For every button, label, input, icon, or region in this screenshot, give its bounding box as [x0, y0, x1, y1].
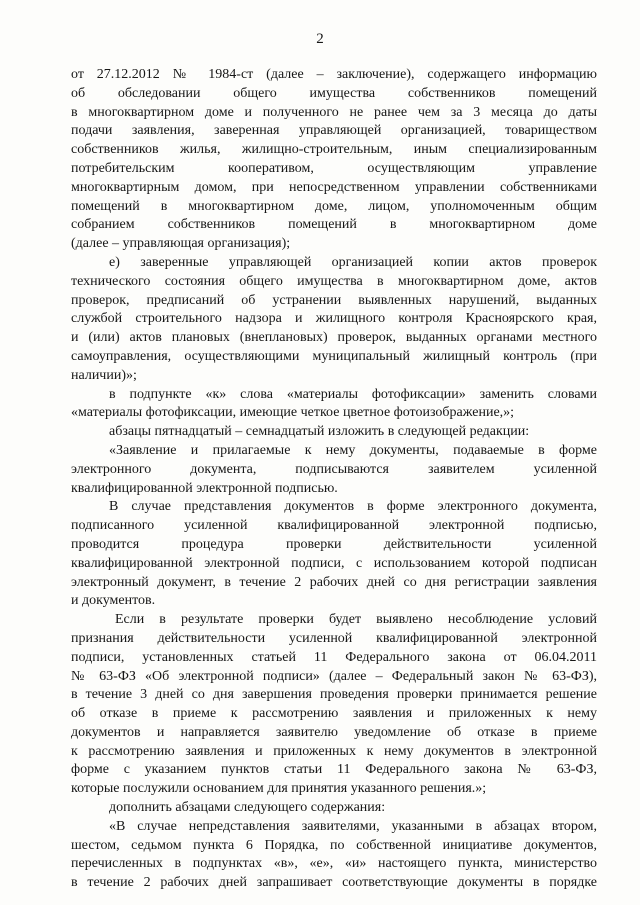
text-line: квалифицированной электронной подписью. [71, 480, 338, 496]
text-line: об отказе в приеме к рассмотрению заявления и приложенных к нему [71, 706, 597, 722]
text-line: дополнить абзацами следующего содержания: [109, 800, 386, 816]
text-line: собственников жилья, жилищно-строительным, иным специализированным [71, 142, 597, 158]
text-line: многоквартирным домом, при непосредственном управлении собственниками [71, 179, 597, 195]
text-line: «Заявление и прилагаемые к нему документы, подаваемые в форме [109, 442, 597, 458]
text-line: электронного документа, подписываются заявителем усиленной [71, 461, 597, 477]
text-line: в подпункте «к» слова «материалы фотофиксации» заменить словами [109, 386, 597, 402]
text-line: которые послужили основанием для принятия указанного решения.»; [71, 781, 487, 797]
page-number: 2 [316, 31, 324, 47]
text-line: подписанного усиленной квалифицированной электронной подписью, [71, 518, 597, 534]
text-line: документов и направляется заявителю уведомление об отказе в приеме [71, 724, 597, 740]
text-line: проверок, предписаний об устранении выявленных нарушений, выданных [71, 292, 597, 308]
text-line: в многоквартирном доме и полученного не ранее чем за 3 месяца до даты [71, 104, 597, 120]
text-line: признания действительности усиленной квалифицированной электронной [71, 630, 597, 646]
text-line: «В случае непредставления заявителями, указанными в абзацах втором, [109, 818, 597, 834]
text-line: технического состояния общего имущества в многоквартирном доме, актов [71, 273, 597, 289]
text-line: е) заверенные управляющей организацией копии актов проверок [109, 254, 597, 270]
text-line: В случае представления документов в форме электронного документа, [109, 499, 597, 515]
text-line: и документов. [71, 593, 156, 609]
text-line: форме с указанием пунктов статьи 11 Федерального закона № 63-ФЗ, [71, 762, 597, 778]
text-line: подписи, установленных статьей 11 Федерального закона от 06.04.2011 [71, 649, 597, 665]
text-line: проводится процедура проверки действительности усиленной [71, 536, 597, 552]
text-line: абзацы пятнадцатый – семнадцатый изложить в следующей редакции: [109, 424, 530, 440]
text-line: об обследовании общего имущества собственников помещений [71, 85, 597, 101]
text-line: к рассмотрению заявления и приложенных к нему документов в электронной [71, 743, 597, 759]
text-line: помещений в многоквартирном доме, лицом, уполномоченным общим [71, 198, 597, 214]
text-line: в течение 2 рабочих дней запрашивает соответствующие документы в порядке [71, 875, 597, 891]
document-body [71, 66, 597, 893]
text-line: от 27.12.2012 № 1984-ст (далее – заключение), содержащего информацию [71, 67, 597, 82]
text-line: в течение 3 дней со дня завершения проведения проверки принимается решение [71, 687, 597, 703]
text-line: № 63-ФЗ «Об электронной подписи» (далее – Федеральный закон № 63-ФЗ), [71, 668, 597, 684]
text-line: «материалы фотофиксации, имеющие четкое цветное фотоизображение,»; [71, 405, 515, 421]
text-line: собранием собственников помещений в многоквартирном доме [71, 217, 597, 233]
text-line: электронный документ, в течение 2 рабочих дней со дня регистрации заявления [71, 574, 597, 590]
text-line: квалифицированной электронной подписи, с использованием которой подписан [71, 555, 597, 571]
text-line: самоуправления, осуществляющими муниципальный жилищный контроль (при [71, 348, 597, 364]
text-line: наличии)»; [71, 367, 137, 383]
text-line: (далее – управляющая организация); [71, 236, 291, 252]
text-line: службой строительного надзора и жилищного контроля Красноярского края, [71, 311, 597, 327]
text-line: Если в результате проверки будет выявлено несоблюдение условий [115, 612, 597, 628]
text-line: потребительским кооперативом, осуществляющим управление [71, 160, 597, 176]
text-line: шестом, седьмом пункта 6 Порядка, по собственной инициативе документов, [71, 837, 597, 853]
text-line: подачи заявления, заверенная управляющей организацией, товариществом [71, 123, 597, 139]
text-line: перечисленных в подпунктах «в», «е», «и» настоящего пункта, министерство [71, 856, 597, 872]
text-line: и (или) актов плановых (внеплановых) проверок, выданных органами местного [71, 330, 597, 346]
